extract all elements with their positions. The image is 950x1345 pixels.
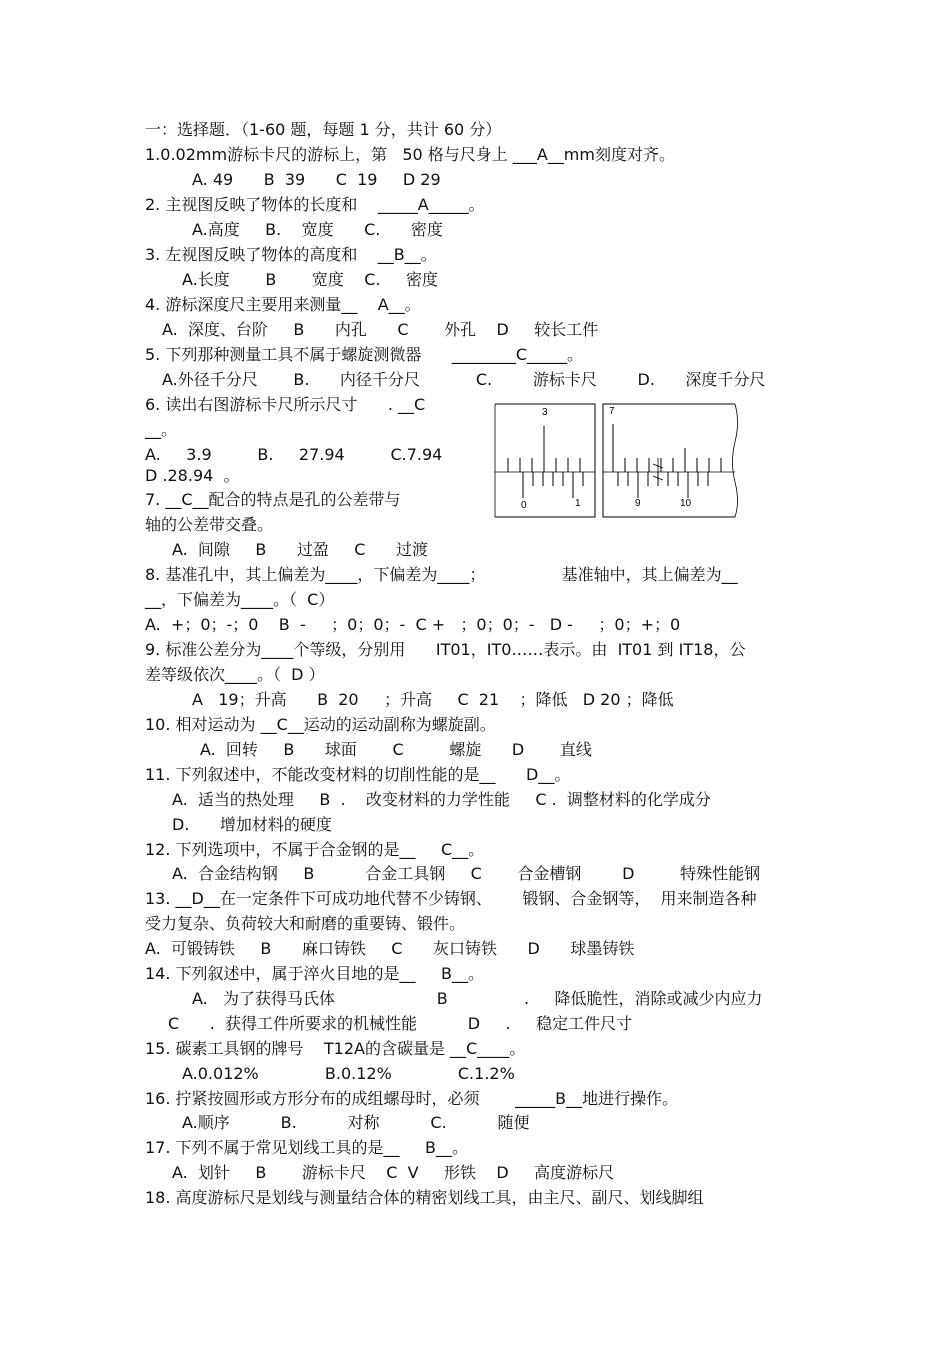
question-2: 2. 主视图反映了物体的长度和 _____A_____。 [145, 195, 485, 214]
options-8: A. +；0；-；0 B - ；0；0；- C + ；0；0；- D - ；0；+；0 [145, 615, 681, 634]
vernier-caliper-figure [490, 402, 745, 522]
left-top-label: 3 [542, 407, 548, 418]
options-1: A. 49 B 39 C 19 D 29 [192, 170, 441, 189]
question-17: 17. 下列不属于常见划线工具的是__ B__。 [145, 1138, 468, 1157]
options-7: A. 间隙 B 过盈 C 过渡 [172, 540, 428, 559]
options-14-cont: C . 获得工件所要求的机械性能 D . 稳定工件尺寸 [168, 1014, 633, 1033]
options-6: A. 3.9 B. 27.94 C.7.94 [145, 445, 443, 464]
options-3: A.长度 B 宽度 C. 密度 [182, 270, 438, 289]
left-bottom-label-1: 1 [575, 498, 581, 509]
left-bottom-label-0: 0 [521, 500, 527, 511]
question-7-cont: 轴的公差带交叠。 [145, 515, 274, 534]
left-main-ticks [508, 426, 580, 472]
options-11-cont: D. 增加材料的硬度 [172, 815, 332, 834]
question-13-cont: 受力复杂、负荷较大和耐磨的重要铸、锻件。 [145, 914, 466, 933]
right-scale-panel [603, 404, 738, 517]
options-5: A.外径千分尺 B. 内径千分尺 C. 游标卡尺 D. 深度千分尺 [162, 370, 766, 389]
left-vernier-ticks [523, 472, 583, 498]
right-bottom-label-9: 9 [635, 498, 641, 509]
options-15: A.0.012% B.0.12% C.1.2% [182, 1064, 515, 1083]
question-13: 13. __D__在一定条件下可成功地代替不少铸钢、 锻钢、合金钢等， 用来制造各种 [145, 889, 757, 908]
question-16: 16. 拧紧按圆形或方形分布的成组螺母时，必须 _____B__地进行操作。 [145, 1089, 679, 1108]
options-2: A.高度 B. 宽度 C. 密度 [192, 220, 443, 239]
options-16: A.顺序 B. 对称 C. 随便 [182, 1113, 530, 1132]
question-9-cont: 差等级依次____。（ D ） [145, 665, 325, 684]
question-8: 8. 基准孔中，其上偏差为____，下偏差为____； 基准轴中，其上偏差为__ [145, 565, 738, 584]
right-bottom-label-10: 10 [680, 498, 692, 509]
section-title: 一：选择题．（1-60 题，每题 1 分，共计 60 分） [145, 120, 502, 139]
question-11: 11. 下列叙述中，不能改变材料的切削性能的是__ D__。 [145, 765, 571, 784]
question-10: 10. 相对运动为 __C__运动的运动副称为螺旋副。 [145, 715, 496, 734]
question-1: 1.0.02mm游标卡尺的游标上，第 50 格与尺身上 ___A__mm刻度对齐。 [145, 145, 675, 164]
question-6: 6. 读出右图游标卡尺所示尺寸 . __C [145, 395, 426, 414]
options-11: A. 适当的热处理 B . 改变材料的力学性能 C . 调整材料的化学成分 [172, 790, 711, 809]
question-18: 18. 高度游标尺是划线与测量结合体的精密划线工具，由主尺、副尺、划线脚组 [145, 1188, 704, 1207]
question-4: 4. 游标深度尺主要用来测量__ A__。 [145, 295, 421, 314]
options-13: A. 可锻铸铁 B 麻口铸铁 C 灰口铸铁 D 球墨铸铁 [145, 939, 635, 958]
left-scale-panel [495, 404, 595, 517]
options-4: A. 深度、台阶 B 内孔 C 外孔 D 较长工件 [162, 320, 599, 339]
options-10: A. 回转 B 球面 C 螺旋 D 直线 [200, 740, 592, 759]
question-12: 12. 下列选项中，不属于合金钢的是__ C__。 [145, 840, 485, 859]
options-17: A. 划针 B 游标卡尺 C V 形铁 D 高度游标尺 [172, 1163, 615, 1182]
question-15: 15. 碳素工具钢的牌号 T12A的含碳量是 __C____。 [145, 1039, 526, 1058]
right-vernier-ticks [618, 472, 708, 498]
question-7: 7. __C__配合的特点是孔的公差带与 [145, 490, 401, 509]
question-6-cont: __。 [145, 420, 178, 439]
options-12: A. 合金结构钢 B 合金工具钢 C 合金槽钢 D 特殊性能钢 [172, 864, 761, 883]
question-3: 3. 左视图反映了物体的高度和 __B__。 [145, 245, 437, 264]
options-6-cont: D .28.94 。 [145, 466, 240, 485]
question-5: 5. 下列那种测量工具不属于螺旋测微器 ________C_____。 [145, 345, 584, 364]
question-14: 14. 下列叙述中，属于淬火目地的是__ B__。 [145, 964, 484, 983]
options-14: A. 为了获得马氏体 B . 降低脆性，消除或减少内应力 [192, 989, 763, 1008]
options-9: A 19；升高 B 20 ；升高 C 21 ；降低 D 20 ；降低 [192, 690, 674, 709]
right-top-label: 7 [609, 406, 615, 417]
right-main-ticks [613, 424, 721, 472]
question-9: 9. 标准公差分为____个等级，分别用 IT01，IT0……表示。由 IT01 到 IT18，公 [145, 640, 746, 659]
question-8-cont: __，下偏差为____。（ C） [145, 590, 335, 609]
